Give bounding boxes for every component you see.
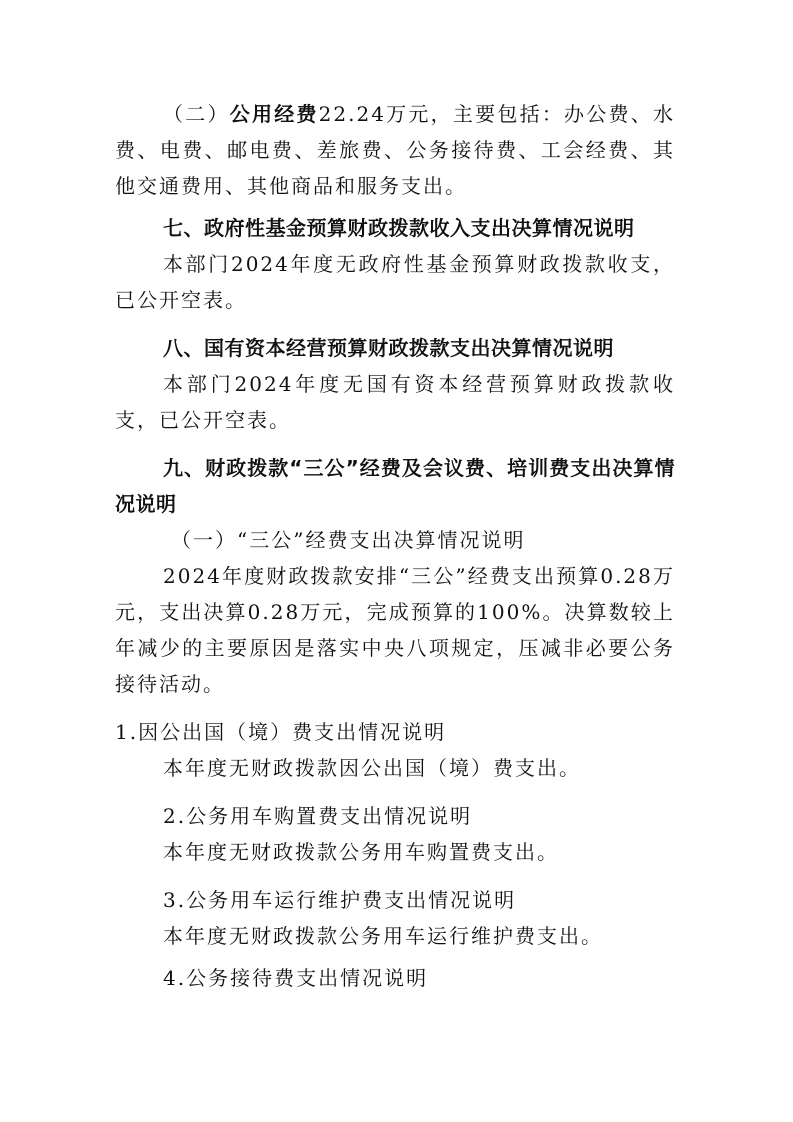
subsection-heading-1: （一）“三公”经费支出决算情况说明 <box>171 528 526 552</box>
item-heading-1: 1.因公出国（境）费支出情况说明 <box>115 720 447 744</box>
paragraph-text: 22.24万元，主要包括：办公费、水费、电费、邮电费、差旅费、公务接待费、工会经费、其他交通费用、其他商品和服务支出。 <box>115 102 676 198</box>
paragraph-public-funds <box>115 96 675 204</box>
paragraph-section-9: 2024年度财政拨款安排“三公”经费支出预算0.28万元，支出决算0.28万元，完成预算的100%。决算数较上年减少的主要原因是落实中央八项规定，压减非必要公务接待活动。 <box>115 564 675 696</box>
section-heading-9: 九、财政拨款“三公”经费及会议费、培训费支出决算情况说明 <box>115 456 675 516</box>
paragraph-prefix: （二） <box>163 102 230 126</box>
item-heading-4: 4.公务接待费支出情况说明 <box>163 966 429 990</box>
bold-term-public-funds: 公用经费 <box>229 102 319 126</box>
document-page <box>115 96 675 996</box>
item-heading-3: 3.公务用车运行维护费支出情况说明 <box>163 888 517 912</box>
item-text-3: 本年度无财政拨款公务用车运行维护费支出。 <box>163 924 603 948</box>
item-text-1: 本年度无财政拨款因公出国（境）费支出。 <box>163 756 581 780</box>
section-heading-8: 八、国有资本经营预算财政拨款支出决算情况说明 <box>163 336 614 360</box>
paragraph-section-8: 本部门2024年度无国有资本经营预算财政拨款收支，已公开空表。 <box>115 372 675 432</box>
paragraph-section-7: 本部门2024年度无政府性基金预算财政拨款收支，已公开空表。 <box>115 252 675 312</box>
section-heading-7: 七、政府性基金预算财政拨款收入支出决算情况说明 <box>163 216 635 240</box>
item-text-2: 本年度无财政拨款公务用车购置费支出。 <box>163 840 559 864</box>
item-heading-2: 2.公务用车购置费支出情况说明 <box>163 804 473 828</box>
